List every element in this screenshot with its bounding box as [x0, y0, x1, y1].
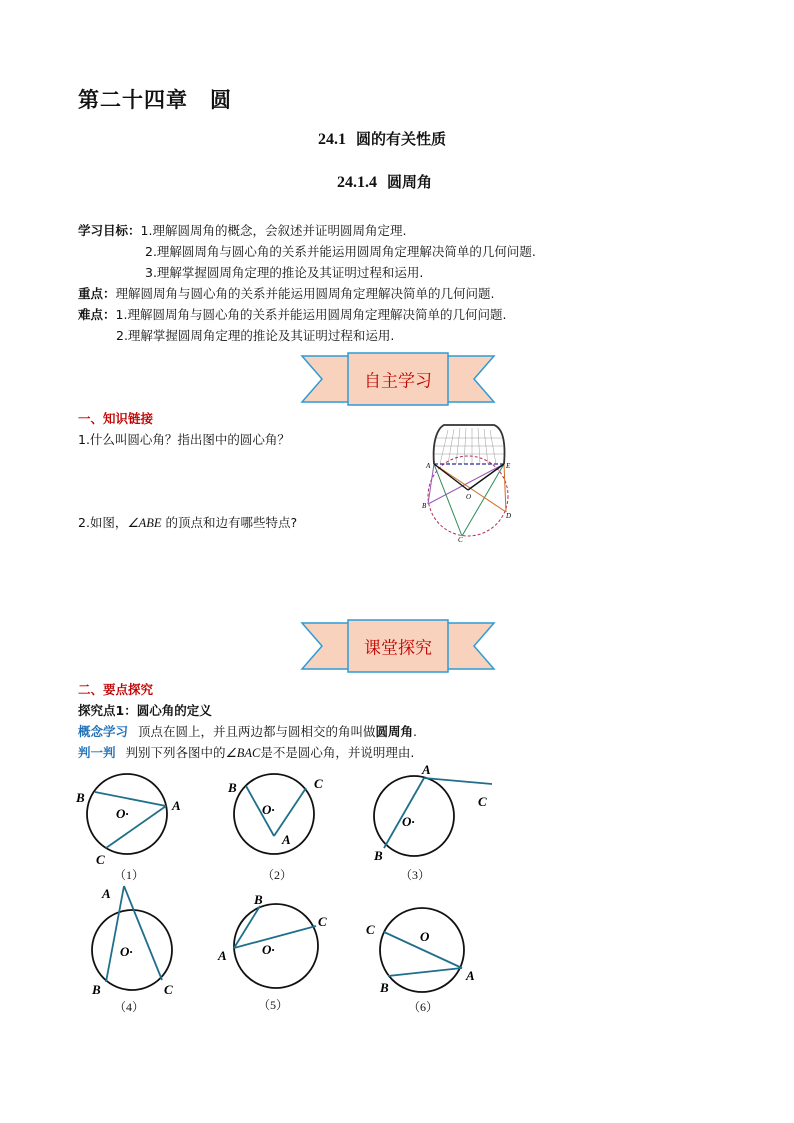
judge-line: 判一判 判别下列各图中的∠BAC是不是圆心角，并说明理由.	[78, 745, 415, 760]
figure-4-caption: （4）	[114, 1000, 145, 1014]
figure-1-caption: （1）	[114, 868, 145, 882]
svg-text:O·: O·	[116, 806, 129, 821]
svg-text:C: C	[366, 922, 375, 937]
svg-text:O·: O·	[262, 802, 275, 817]
chapter-number: 第二十四章	[78, 87, 188, 112]
goal-net-icon	[434, 425, 505, 464]
svg-text:A: A	[466, 968, 475, 983]
figure-5	[214, 890, 344, 1000]
chapter-title	[78, 84, 232, 114]
figure-3	[368, 762, 498, 872]
figure-2-caption: （2）	[262, 868, 293, 882]
section-title: 24.1 圆的有关性质	[318, 130, 447, 148]
svg-text:O·: O·	[262, 942, 275, 957]
svg-text:C: C	[478, 794, 487, 809]
key-point-inquiry-heading: 二、要点探究	[78, 682, 154, 697]
svg-text:O: O	[420, 929, 430, 944]
key-point: 重点：理解圆周角与圆心角的关系并能运用圆周角定理解决简单的几何问题.	[78, 286, 495, 301]
svg-text:A: A	[218, 948, 227, 963]
concept-line: 概念学习 顶点在圆上，并且两边都与圆相交的角叫做圆周角.	[78, 724, 418, 739]
svg-text:A: A	[172, 798, 181, 813]
svg-text:C: C	[314, 776, 323, 791]
banner-class-inquiry-label: 课堂探究	[364, 638, 432, 659]
chapter-name: 圆	[210, 87, 232, 112]
svg-text:C: C	[458, 536, 463, 542]
svg-text:A: A	[426, 462, 431, 470]
knowledge-link-heading: 一、知识链接	[78, 411, 154, 426]
objectives-line-2: 2.理解圆周角与圆心角的关系并能运用圆周角定理解决简单的几何问题.	[145, 244, 536, 259]
question-2: 2.如图，∠ABE 的顶点和边有哪些特点?	[78, 515, 298, 530]
figure-3-caption: （3）	[400, 868, 431, 882]
banner-self-study	[300, 351, 496, 407]
figure-6-caption: （6）	[408, 1000, 439, 1014]
banner-class-inquiry	[300, 618, 496, 674]
goal-circle-figure	[418, 420, 518, 542]
svg-text:B: B	[422, 502, 427, 510]
difficulty-line-1: 难点：1.理解圆周角与圆心角的关系并能运用圆周角定理解决简单的几何问题.	[78, 307, 507, 322]
svg-text:A: A	[282, 832, 291, 847]
svg-text:B: B	[380, 980, 389, 995]
inquiry-point-1: 探究点1：圆心角的定义	[78, 703, 212, 718]
svg-text:B: B	[254, 892, 263, 907]
concept-label: 概念学习	[78, 724, 129, 739]
svg-text:A: A	[102, 886, 111, 901]
svg-text:B: B	[92, 982, 101, 997]
figure-5-caption: （5）	[258, 998, 289, 1012]
svg-text:B: B	[76, 790, 85, 805]
svg-text:E: E	[506, 462, 511, 470]
svg-text:D: D	[506, 512, 512, 520]
subsection-title: 24.1.4 圆周角	[337, 173, 433, 191]
svg-text:C: C	[96, 852, 105, 867]
svg-text:C: C	[164, 982, 173, 997]
figure-1	[72, 772, 192, 872]
svg-text:B: B	[228, 780, 237, 795]
figure-6	[362, 896, 492, 1006]
objectives-line-1: 学习目标：1.理解圆周角的概念，会叙述并证明圆周角定理.	[78, 223, 407, 238]
banner-self-study-label: 自主学习	[364, 371, 432, 392]
svg-text:O·: O·	[402, 814, 415, 829]
figure-4	[80, 882, 190, 1002]
svg-text:A: A	[422, 762, 431, 777]
objectives-line-3: 3.理解掌握圆周角定理的推论及其证明过程和运用.	[145, 265, 424, 280]
difficulty-line-2: 2.理解掌握圆周角定理的推论及其证明过程和运用.	[116, 328, 395, 343]
judge-label: 判一判	[78, 745, 116, 760]
svg-text:O·: O·	[120, 944, 133, 959]
svg-text:O: O	[466, 493, 472, 501]
svg-text:C: C	[318, 914, 327, 929]
question-1: 1.什么叫圆心角？指出图中的圆心角？	[78, 432, 290, 447]
svg-text:B: B	[374, 848, 383, 863]
figure-2	[222, 772, 332, 872]
